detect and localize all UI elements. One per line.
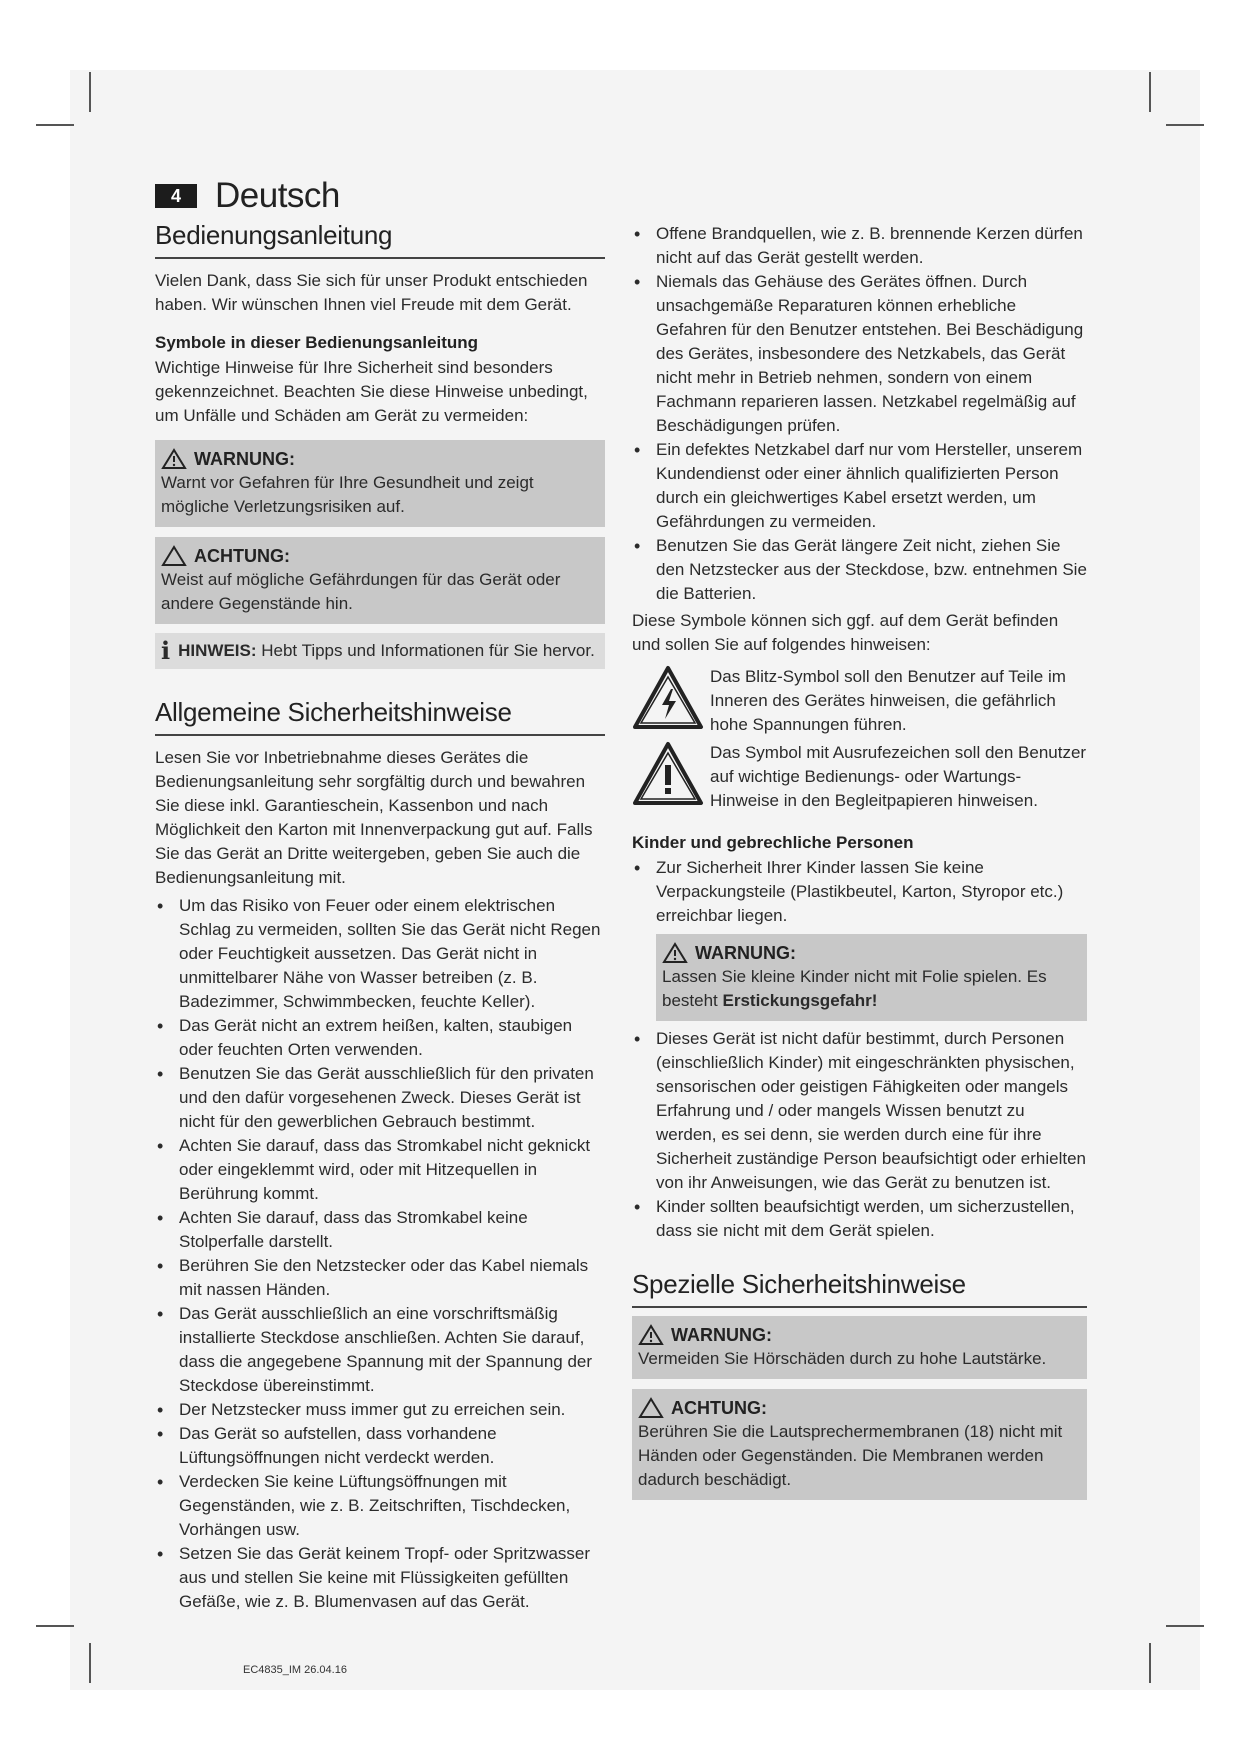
special-caution-box	[632, 1389, 1087, 1500]
section-title-general-safety: Allgemeine Sicherheitshinweise	[155, 697, 605, 736]
children-warning-box	[656, 934, 1087, 1021]
exclamation-symbol-row	[632, 741, 1087, 813]
list-item: • Berühren Sie den Netzstecker oder das Kabel niemals mit nassen Händen.	[155, 1254, 605, 1302]
list-item: • Offene Brandquellen, wie z. B. brennende Kerzen dürfen nicht auf das Gerät gestellt werden.	[632, 222, 1087, 270]
info-icon: i	[161, 636, 171, 665]
warning-title: WARNUNG:	[671, 1325, 772, 1345]
list-item: • Das Gerät nicht an extrem heißen, kalten, staubigen oder feuchten Orten verwenden.	[155, 1014, 605, 1062]
language-title: Deutsch	[215, 176, 340, 215]
lightning-warning-icon	[632, 665, 704, 731]
hint-title: HINWEIS:	[178, 641, 257, 660]
left-column	[155, 220, 605, 1614]
hint-box	[155, 633, 605, 669]
symbols-text: Wichtige Hinweise für Ihre Sicherheit sind besonders gekennzeichnet. Beachten Sie diese Hinweise unbedingt, um Unfälle und Schäden am Gerät zu vermeiden:	[155, 358, 588, 425]
list-item: • Setzen Sie das Gerät keinem Tropf- oder Spritzwasser aus und stellen Sie keine mit Flüssigkeiten gefüllten Gefäße, wie z. B. Blumenvasen auf das Gerät.	[155, 1542, 605, 1614]
caution-text: Weist auf mögliche Gefährdungen für das Gerät oder andere Gegenstände hin.	[161, 570, 561, 613]
warning-text: Vermeiden Sie Hörschäden durch zu hohe Lautstärke.	[638, 1349, 1047, 1368]
list-item: • Benutzen Sie das Gerät längere Zeit nicht, ziehen Sie den Netzstecker aus der Steckdose, bzw. entnehmen Sie die Batterien.	[632, 534, 1087, 606]
warning-title: WARNUNG:	[695, 943, 796, 963]
page-header	[155, 176, 340, 216]
warning-triangle-icon	[161, 448, 187, 470]
list-item: • Kinder sollten beaufsichtigt werden, um sicherzustellen, dass sie nicht mit dem Gerät spielen.	[632, 1195, 1087, 1243]
children-list-continued	[632, 1027, 1087, 1243]
safety-list	[155, 894, 605, 1614]
list-item: • Verdecken Sie keine Lüftungsöffnungen mit Gegenständen, wie z. B. Zeitschriften, Tischdecken, Vorhängen usw.	[155, 1470, 605, 1542]
section-title-manual: Bedienungsanleitung	[155, 220, 605, 259]
crop-mark	[1166, 124, 1204, 126]
crop-mark	[89, 72, 91, 112]
crop-mark	[36, 124, 74, 126]
crop-mark	[89, 1643, 91, 1683]
special-warning-box	[632, 1316, 1087, 1379]
caution-title: ACHTUNG:	[194, 546, 290, 566]
caution-triangle-icon	[638, 1397, 664, 1419]
caution-text: Berühren Sie die Lautsprechermembranen (18) nicht mit Händen oder Gegenständen. Die Membranen werden dadurch beschädigt.	[638, 1422, 1063, 1489]
warning-emphasis: Erstickungsgefahr!	[722, 991, 878, 1010]
section-title-special-safety: Spezielle Sicherheitshinweise	[632, 1269, 1087, 1308]
list-item: • Achten Sie darauf, dass das Stromkabel nicht geknickt oder eingeklemmt wird, oder mit Hitzequellen in Berührung kommt.	[155, 1134, 605, 1206]
caution-box	[155, 537, 605, 624]
safety-intro: Lesen Sie vor Inbetriebnahme dieses Gerätes die Bedienungsanleitung sehr sorgfältig durch und bewahren Sie diese inkl. Garantieschein, Kassenbon und nach Möglichkeit den Karton mit Innenverpackung gut auf. Falls Sie das Gerät an Dritte weitergeben, geben Sie auch die Bedienungsanleitung mit.	[155, 748, 593, 887]
lightning-symbol-text: Das Blitz-Symbol soll den Benutzer auf Teile im Inneren des Gerätes hinweisen, die gefährlich hohe Spannungen führen.	[710, 667, 1066, 734]
warning-text: Warnt vor Gefahren für Ihre Gesundheit und zeigt mögliche Verletzungsrisiken auf.	[161, 473, 534, 516]
crop-mark	[1149, 1643, 1151, 1683]
crop-mark	[1166, 1625, 1204, 1627]
list-item: • Dieses Gerät ist nicht dafür bestimmt, durch Personen (einschließlich Kinder) mit eingeschränkten physischen, sensorischen oder geistigen Fähigkeiten oder mangels Erfahrung und / oder mangels Wissen benutzt zu werden, es sei denn, sie werden durch eine für ihre Sicherheit zuständige Person beaufsichtigt oder erhielten von ihr Anweisungen, wie das Gerät zu benutzen ist.	[632, 1027, 1087, 1195]
list-item: • Um das Risiko von Feuer oder einem elektrischen Schlag zu vermeiden, sollten Sie das Gerät nicht Regen oder Feuchtigkeit aussetzen. Das Gerät nicht in unmittelbarer Nähe von Wasser betreiben (z. B. Badezimmer, Schwimmbecken, feuchte Keller).	[155, 894, 605, 1014]
device-symbols-intro: Diese Symbole können sich ggf. auf dem Gerät befinden und sollen Sie auf folgendes hinweisen:	[632, 611, 1059, 654]
crop-mark	[36, 1625, 74, 1627]
list-item: • Niemals das Gehäuse des Gerätes öffnen. Durch unsachgemäße Reparaturen können erhebliche Gefahren für den Benutzer entstehen. Bei Beschädigung des Gerätes, insbesondere des Netzkabels, das Gerät nicht mehr in Betrieb nehmen, sondern von einem Fachmann reparieren lassen. Netzkabel regelmäßig auf Beschädigungen prüfen.	[632, 270, 1087, 438]
footer-code: EC4835_IM 26.04.16	[243, 1664, 347, 1676]
warning-triangle-icon	[638, 1324, 664, 1346]
list-item: • Der Netzstecker muss immer gut zu erreichen sein.	[155, 1398, 605, 1422]
list-item: • Ein defektes Netzkabel darf nur vom Hersteller, unserem Kundendienst oder einer ähnlich qualifizierten Person durch ein gleichwertiges Kabel ersetzt werden, um Gefährdungen zu vermeiden.	[632, 438, 1087, 534]
safety-list-continued	[632, 222, 1087, 606]
caution-title: ACHTUNG:	[671, 1398, 767, 1418]
list-item: • Das Gerät so aufstellen, dass vorhandene Lüftungsöffnungen nicht verdeckt werden.	[155, 1422, 605, 1470]
list-item: • Benutzen Sie das Gerät ausschließlich für den privaten und den dafür vorgesehenen Zweck. Dieses Gerät ist nicht für den gewerblichen Gebrauch bestimmt.	[155, 1062, 605, 1134]
intro-text: Vielen Dank, dass Sie sich für unser Produkt entschieden haben. Wir wünschen Ihnen viel Freude mit dem Gerät.	[155, 271, 588, 314]
warning-text: Lassen Sie kleine Kinder nicht mit Folie spielen. Es besteht	[662, 967, 1047, 1010]
page-number: 4	[155, 184, 197, 208]
exclamation-symbol-text: Das Symbol mit Ausrufezeichen soll den Benutzer auf wichtige Bedienungs- oder Wartungs-Hinweise in den Begleitpapieren hinweisen.	[710, 743, 1087, 810]
hint-text: Hebt Tipps und Informationen für Sie hervor.	[256, 641, 595, 660]
caution-triangle-icon	[161, 545, 187, 567]
lightning-symbol-row	[632, 665, 1087, 737]
warning-box	[155, 440, 605, 527]
list-item: • Das Gerät ausschließlich an eine vorschriftsmäßig installierte Steckdose anschließen. Achten Sie darauf, dass die angegebene Spannung mit der Spannung der Steckdose übereinstimmt.	[155, 1302, 605, 1398]
warning-triangle-icon	[662, 942, 688, 964]
children-heading: Kinder und gebrechliche Personen	[632, 833, 914, 852]
symbols-heading: Symbole in dieser Bedienungsanleitung	[155, 333, 479, 352]
list-item: • Zur Sicherheit Ihrer Kinder lassen Sie keine Verpackungsteile (Plastikbeutel, Karton, Styropor etc.) erreichbar liegen.	[632, 856, 1087, 928]
warning-title: WARNUNG:	[194, 449, 295, 469]
right-column	[632, 222, 1087, 1500]
list-item: • Achten Sie darauf, dass das Stromkabel keine Stolperfalle darstellt.	[155, 1206, 605, 1254]
crop-mark	[1149, 72, 1151, 112]
exclamation-warning-icon	[632, 741, 704, 807]
children-list	[632, 856, 1087, 928]
